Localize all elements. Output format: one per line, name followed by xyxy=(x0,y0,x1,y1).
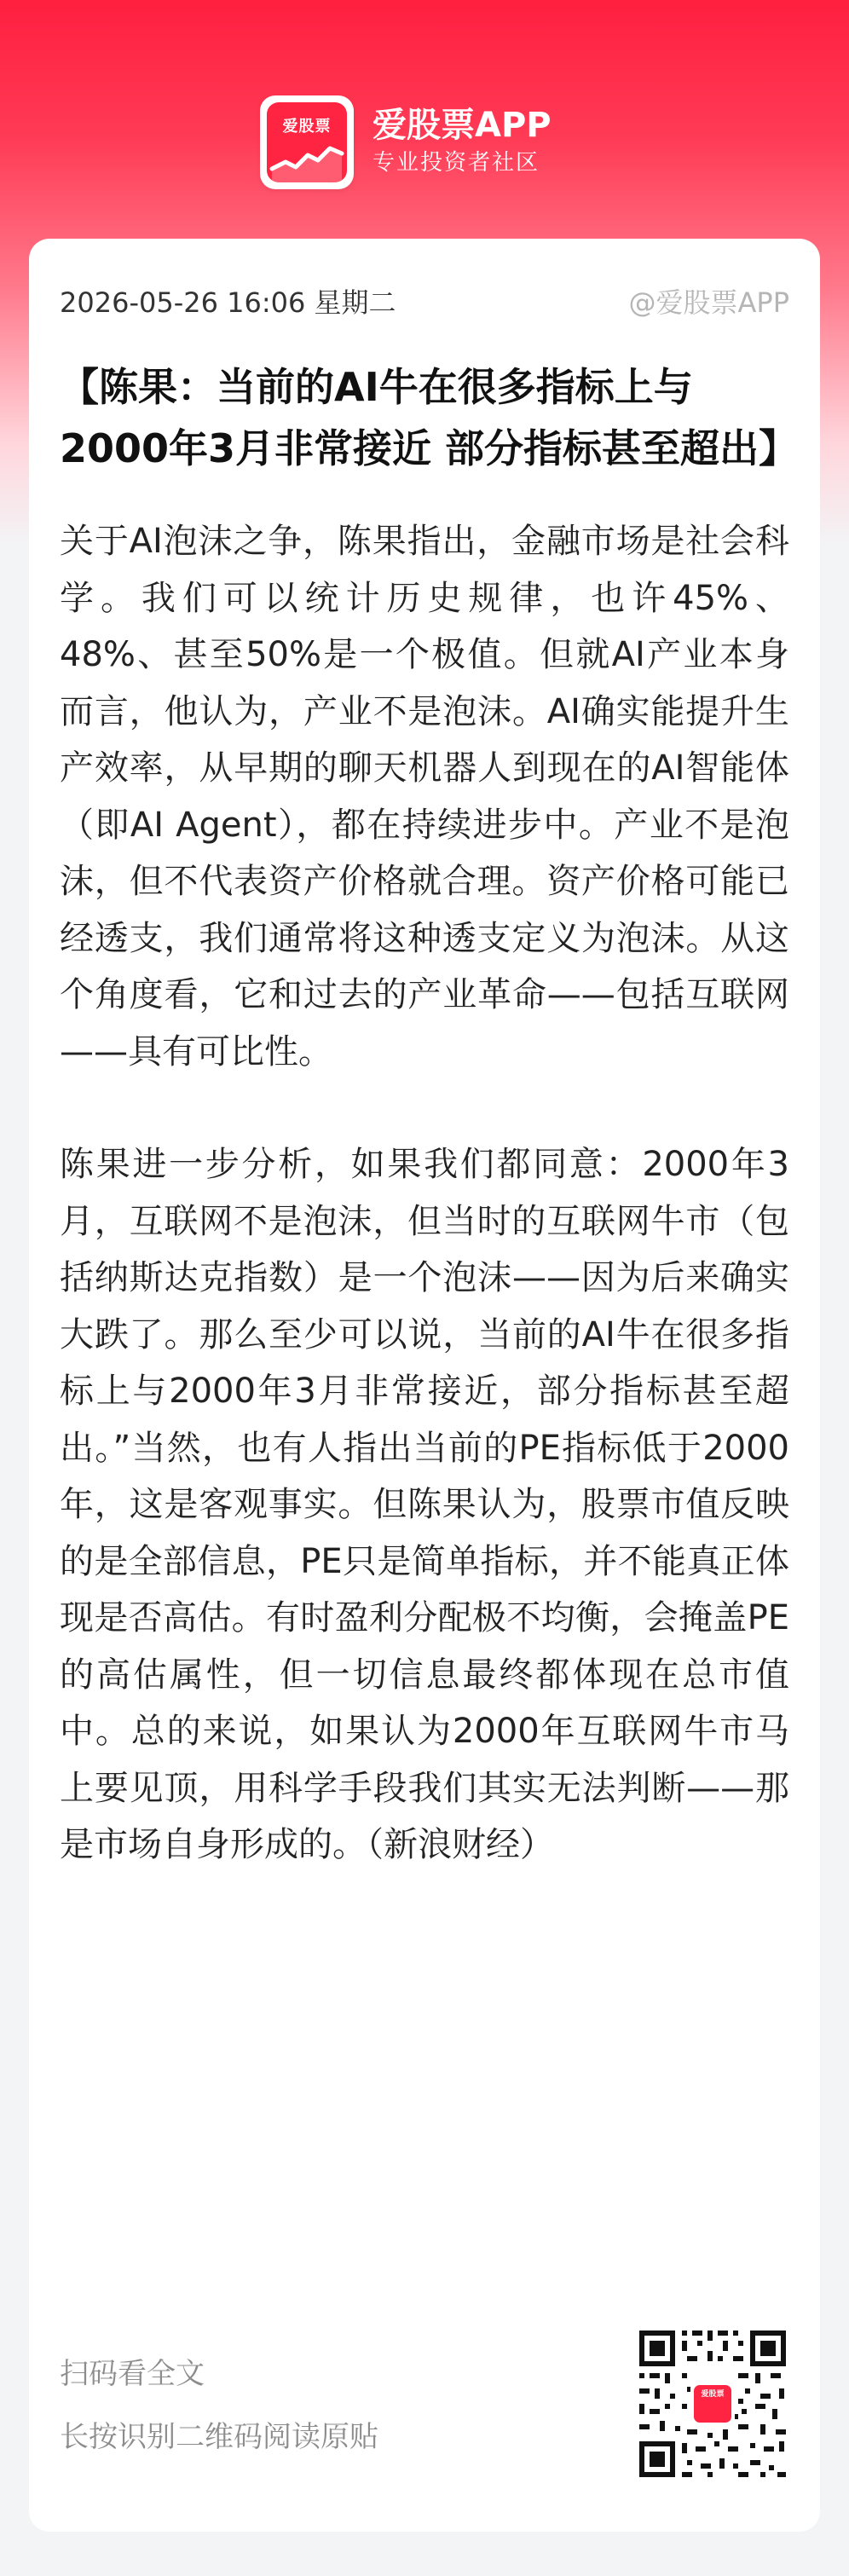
article-paragraph: 陈果进一步分析，如果我们都同意：2000年3月，互联网不是泡沫，但当时的互联网牛市（包括纳斯达克指数）是一个泡沫——因为后来确实大跌了。那么至少可以说，当前的AI牛在很多指标上与2000年3月非常接近，部分指标甚至超出。”当然，也有人指出当前的PE指标低于2000年，这是客观事实。但陈果认为，股票市值反映的是全部信息，PE只是简单指标，并不能真正体现是否高估。有时盈利分配极不均衡，会掩盖PE的高估属性，但一切信息最终都体现在总市值中。总的来说，如果认为2000年互联网牛市马上要见顶，用科学手段我们其实无法判断——那是市场自身形成的。（新浪财经） xyxy=(60,1145,789,1864)
article-source: @爱股票APP xyxy=(628,286,789,319)
app-logo xyxy=(260,95,354,189)
app-tagline: 专业投资者社区 xyxy=(373,150,540,176)
article-datetime: 2026-05-26 16:06 星期二 xyxy=(60,286,396,319)
press-label: 长按识别二维码阅读原贴 xyxy=(60,2420,378,2454)
share-footer xyxy=(60,2327,789,2498)
logo-text: 爱股票 xyxy=(282,118,332,136)
logo-badge xyxy=(267,102,347,182)
brand-block xyxy=(260,95,552,189)
footer-text xyxy=(60,2327,378,2458)
scan-label: 扫码看全文 xyxy=(60,2357,205,2391)
article-card xyxy=(29,239,820,2532)
article-title: 【陈果：当前的AI牛在很多指标上与2000年3月非常接近 部分指标甚至超出】 xyxy=(60,364,799,471)
app-header xyxy=(0,0,849,239)
article-paragraph: 关于AI泡沫之争，陈果指出，金融市场是社会科学。我们可以统计历史规律，也许45%、48%、甚至50%是一个极值。但就AI产业本身而言，他认为，产业不是泡沫。AI确实能提升生产效率，从早期的聊天机器人到现在的AI智能体（即AI Agent），都在持续进步中。产业不是泡沫，但不代表资产价格就合理。资产价格可能已经透支，我们通常将这种透支定义为泡沫。从这个角度看，它和过去的产业革命——包括互联网——具有可比性。 xyxy=(60,522,789,1071)
qr-code[interactable] xyxy=(636,2327,789,2481)
qr-logo-text: 爱股票 xyxy=(694,2385,731,2423)
article-meta xyxy=(60,280,789,322)
stock-chart-icon xyxy=(267,131,347,182)
brand-text xyxy=(373,105,552,180)
qr-logo xyxy=(690,2382,735,2426)
app-name: 爱股票APP xyxy=(373,106,552,145)
